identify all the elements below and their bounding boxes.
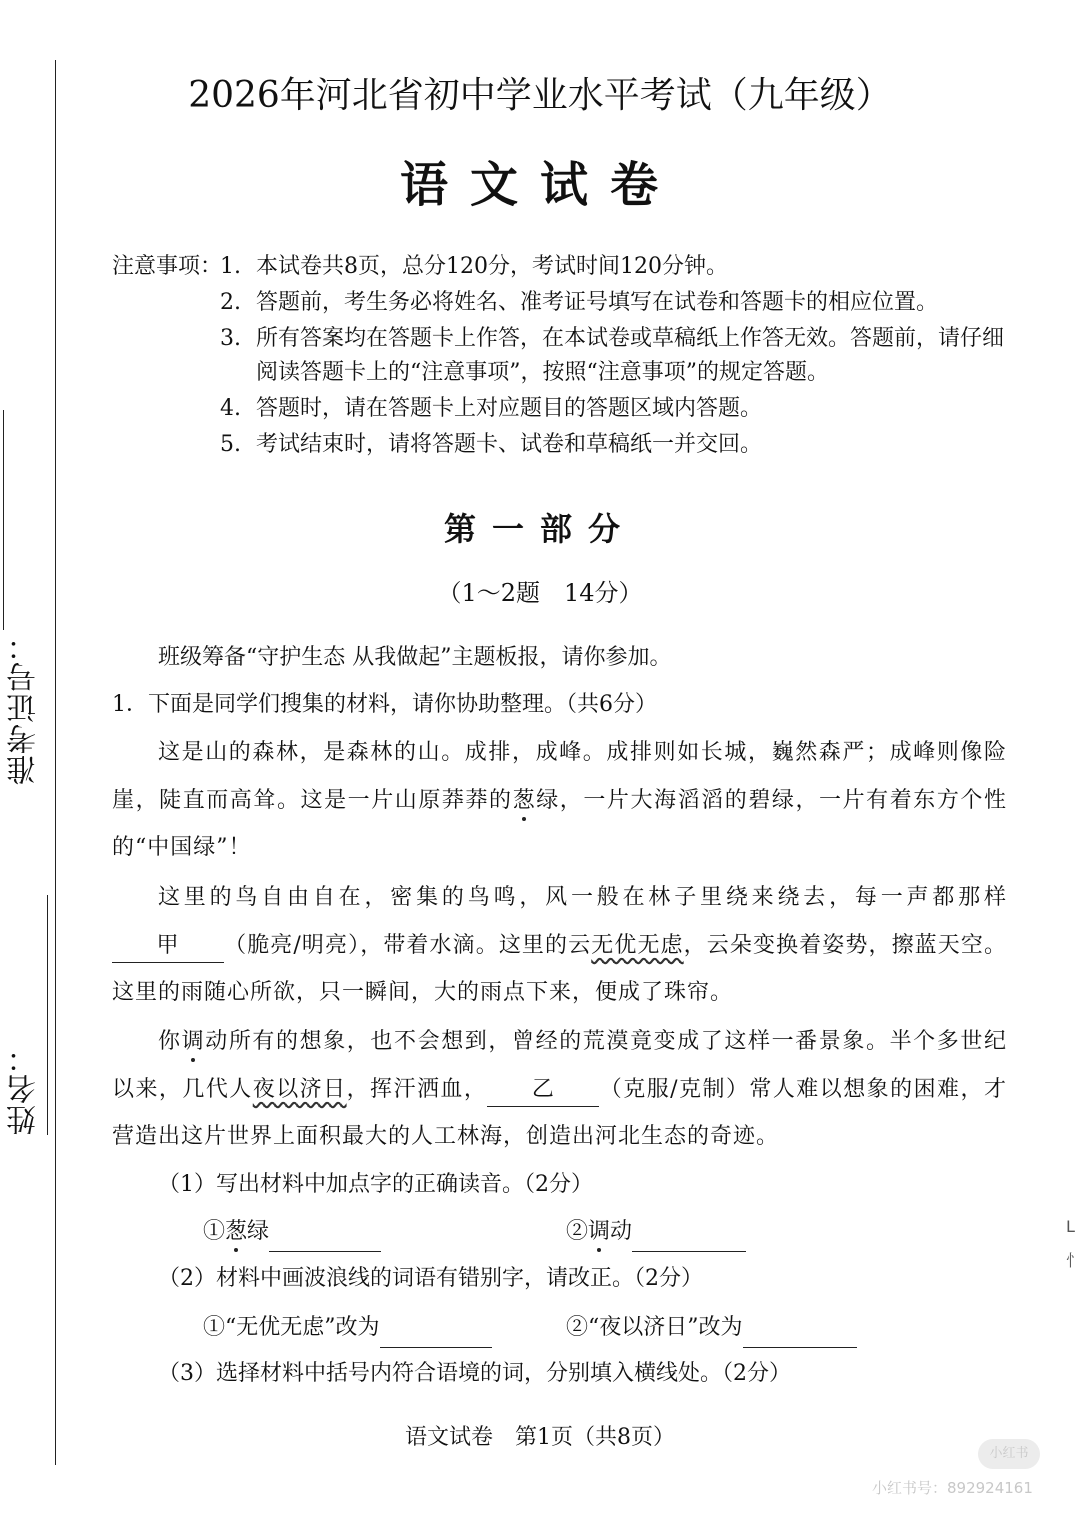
dotted-char: 葱 xyxy=(512,787,537,813)
notice-num: 3. xyxy=(220,326,241,351)
notice-text: 答题前，考生务必将姓名、准考证号填写在试卷和答题卡的相应位置。 xyxy=(256,290,939,315)
notice-label: 注意事项： xyxy=(112,254,223,279)
answer-blank xyxy=(632,1221,746,1252)
para-text: ，云朵变换着姿势，擦蓝天空。这里的雨随心所欲，只一瞬间，大的雨点下来，便成了珠帘。 xyxy=(112,932,1007,1005)
watermark-badge: 小红书 xyxy=(978,1439,1040,1469)
intro-text: 班级筹备“守护生态 从我做起”主题板报，请你参加。 xyxy=(158,645,672,670)
section-range: （1～2题 14分） xyxy=(437,579,643,607)
sub-question-1: （1）写出材料中加点字的正确读音。（2分） xyxy=(158,1172,593,1197)
sub-2-item-a xyxy=(203,1308,492,1348)
name-label: 姓名： xyxy=(7,1042,42,1135)
answer-blank xyxy=(743,1317,857,1348)
notice-text: 所有答案均在答题卡上作答，在本试卷或草稿纸上作答无效。答题前，请仔细阅读答题卡上的“注意事项”，按照“注意事项”的规定答题。 xyxy=(256,326,1005,385)
notice-text: 本试卷共8页，总分120分，考试时间120分钟。 xyxy=(256,254,728,279)
notice-num: 1. xyxy=(220,254,241,279)
material-paragraph-2 xyxy=(112,874,1007,1017)
para-text: 动所有的想象，也不会想到，曾经的荒漠竟变成了这样一番景象。半个多世纪以来，几代人 xyxy=(112,1029,1007,1102)
para-text: 你 xyxy=(158,1029,182,1054)
exam-number-field xyxy=(3,345,47,785)
para-text: 绿，一片大海滔滔的碧绿，一片有着东方个性的“中国绿”！ xyxy=(112,787,1007,860)
page-footer: 语文试卷 第1页（共8页） xyxy=(405,1425,675,1450)
edge-mark: L 忄 xyxy=(1066,1217,1082,1270)
item-num: ② xyxy=(566,1219,589,1244)
dotted-char: 调 xyxy=(181,1029,206,1054)
exam-number-label: 准考证号： xyxy=(7,630,42,785)
binding-line xyxy=(55,60,56,1465)
sub-question-2: （2）材料中画波浪线的词语有错别字，请改正。（2分） xyxy=(158,1266,703,1291)
item-text: ②“夜以济日”改为 xyxy=(566,1315,743,1340)
item-text: 绿 xyxy=(247,1219,270,1244)
notice-item xyxy=(220,286,1020,320)
notice-item xyxy=(220,250,1020,284)
name-blank xyxy=(47,895,48,1135)
notice-text: 考试结束时，请将答题卡、试卷和草稿纸一并交回。 xyxy=(256,432,763,457)
sub-1-item-b xyxy=(566,1212,746,1252)
name-field xyxy=(3,825,47,1135)
notice-num: 2. xyxy=(220,290,241,315)
item-num: ① xyxy=(203,1219,226,1244)
notice-num: 5. xyxy=(220,432,241,457)
notice-num: 4. xyxy=(220,396,241,421)
para-text: 这里的鸟自由自在，密集的鸟鸣，风一般在林子里绕来绕去，每一声都那样 xyxy=(158,885,1007,910)
question-1-stem: 1．下面是同学们搜集的材料，请你协助整理。（共6分） xyxy=(112,692,657,717)
para-text: （脆亮/明亮），带着水滴。这里的云 xyxy=(224,932,592,958)
dotted-char: 调 xyxy=(588,1219,611,1244)
notice-text: 答题时，请在答题卡上对应题目的答题区域内答题。 xyxy=(256,396,763,421)
sub-1-item-a xyxy=(203,1212,381,1252)
notice-item xyxy=(220,392,1020,426)
item-text: 动 xyxy=(610,1219,633,1244)
answer-blank xyxy=(380,1317,492,1348)
dotted-char: 葱 xyxy=(225,1219,248,1244)
notice-item xyxy=(220,322,1020,390)
sub-question-3: （3）选择材料中括号内符合语境的词，分别填入横线处。（2分） xyxy=(158,1361,791,1386)
para-text: 这是山的森林，是森林的山。成排，成峰。成排则如长城，巍然森严；成峰则像险崖，陡直而高耸。这是一片山原莽莽的 xyxy=(112,740,1007,813)
blank-jia: 甲 xyxy=(112,930,224,963)
paper-subtitle: 语文试卷 xyxy=(399,157,680,213)
sub-2-item-b xyxy=(566,1308,857,1348)
para-text: （克服/克制）常人难以想象的困难，才营造出这片世界上面积最大的人工林海，创造出河北生态的奇迹。 xyxy=(112,1076,1007,1149)
notice-item xyxy=(220,428,1020,462)
answer-blank xyxy=(269,1221,381,1252)
blank-yi: 乙 xyxy=(487,1074,599,1107)
material-paragraph-1 xyxy=(112,729,1007,872)
notice-list xyxy=(220,250,1020,464)
exam-title: 2026年河北省初中学业水平考试（九年级） xyxy=(188,75,892,116)
section-title: 第一部分 xyxy=(443,510,636,548)
watermark-id: 小红书号：892924161 xyxy=(872,1479,1033,1497)
material-paragraph-3 xyxy=(112,1018,1007,1161)
wavy-word: 无优无虑 xyxy=(591,932,684,958)
para-text: ，挥汗洒血， xyxy=(346,1076,488,1102)
item-text: ①“无优无虑”改为 xyxy=(203,1315,380,1340)
wavy-word: 夜以济日 xyxy=(252,1076,347,1102)
